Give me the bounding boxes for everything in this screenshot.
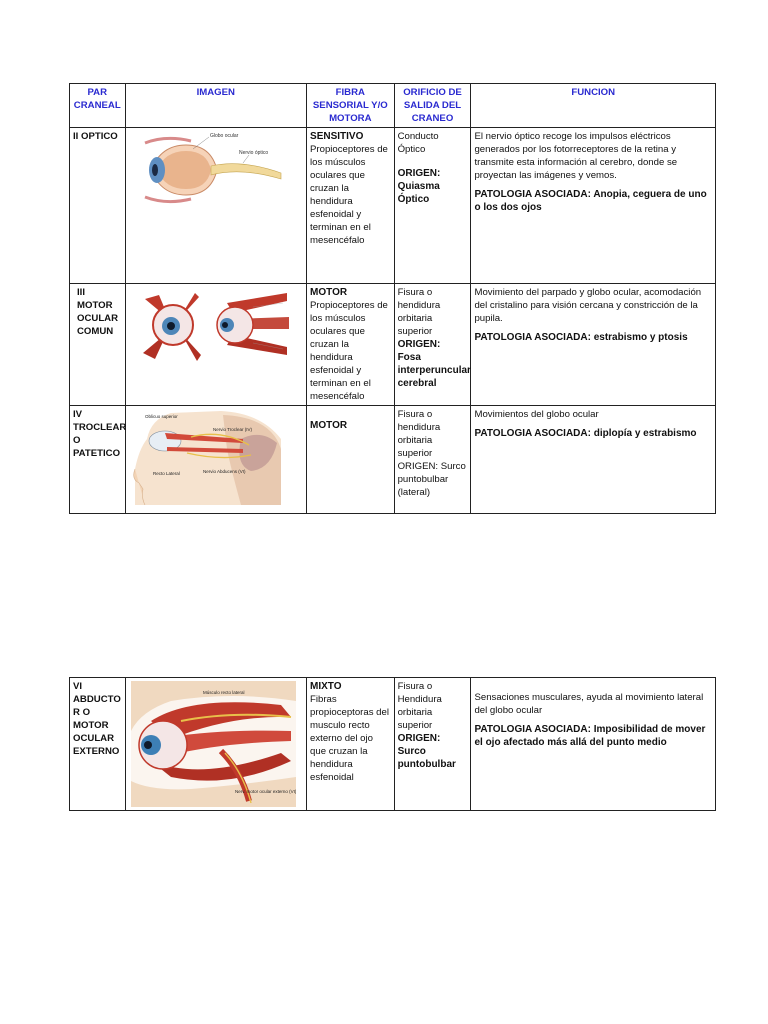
fibra-type: MOTOR <box>310 287 348 298</box>
header-imagen: IMAGEN <box>125 84 307 128</box>
image-label: Recto Lateral <box>152 471 180 476</box>
funcion-text: Sensaciones musculares, ayuda al movimiento lateral del globo ocular <box>474 692 704 716</box>
table-header-row <box>70 84 716 128</box>
funcion-cell <box>471 128 716 284</box>
image-label: Músculo recto lateral <box>202 690 245 695</box>
oculomotor-muscles-image <box>125 284 307 406</box>
funcion-text: Movimientos del globo ocular <box>474 409 599 420</box>
fibra-description: Propioceptores de los músculos oculares que cruzan la hendidura esfenoidal y terminan en el mesencéfalo <box>310 300 388 402</box>
fibra-cell <box>307 406 395 514</box>
cranial-nerves-table-continued <box>69 677 716 811</box>
par-name: VI ABDUCTO R O MOTOR OCULAR EXTERNO <box>70 678 126 811</box>
orificio-cell <box>394 406 471 514</box>
orificio-text: Fisura o Hendidura orbitaria superior <box>397 681 442 731</box>
orificio-cell <box>394 128 471 284</box>
fibra-type: MIXTO <box>310 681 342 692</box>
table-row <box>70 128 716 284</box>
header-par: PAR CRANEAL <box>70 84 126 128</box>
orificio-cell <box>394 678 471 811</box>
orificio-text: Fisura o hendidura orbitaria superior ORIGEN: Surco puntobulbar (lateral) <box>397 409 466 498</box>
origen-label: ORIGEN: <box>397 339 441 350</box>
patologia-text: PATOLOGIA ASOCIADA: estrabismo y ptosis <box>474 332 688 343</box>
image-label: Nervio Troclear (IV) <box>212 427 252 432</box>
header-orificio: ORIFICIO DE SALIDA DEL CRANEO <box>394 84 471 128</box>
table-row <box>70 284 716 406</box>
header-fibra: FIBRA SENSORIAL Y/O MOTORA <box>307 84 395 128</box>
orificio-text: Fisura o hendidura orbitaria superior <box>397 287 441 337</box>
image-label: Globo ocular <box>209 133 238 139</box>
origen-value: Fosa interperuncular cerebral <box>397 352 471 389</box>
image-label: Nervio Abducens (VI) <box>202 469 246 474</box>
cranial-nerves-table <box>69 83 716 514</box>
fibra-type: MOTOR <box>310 420 348 431</box>
patologia-text: PATOLOGIA ASOCIADA: diplopía y estrabismo <box>474 428 697 439</box>
fibra-description: Propioceptores de los músculos oculares que cruzan la hendidura esfenoidal y terminan en el mesencéfalo <box>310 144 388 246</box>
orificio-text: Conducto Óptico <box>397 131 439 155</box>
funcion-cell <box>471 406 716 514</box>
fibra-cell <box>307 678 395 811</box>
header-funcion: FUNCION <box>471 84 716 128</box>
funcion-text: Movimiento del parpado y globo ocular, acomodación del cristalino para visión cercana y constricción de la pupila. <box>474 287 702 324</box>
table-row <box>70 678 716 811</box>
image-label: Oblicuo superior <box>144 414 178 419</box>
patologia-text: PATOLOGIA ASOCIADA: Anopia, ceguera de uno o los dos ojos <box>474 189 707 213</box>
image-label: Nervio óptico <box>238 150 268 156</box>
origen-value: Surco puntobulbar <box>397 746 456 770</box>
fibra-description: Fibras propioceptoras del musculo recto externo del ojo que cruzan la hendidura esfenoidal <box>310 694 389 783</box>
trochlear-abducens-image <box>125 406 307 514</box>
funcion-cell <box>471 678 716 811</box>
abducens-nerve-image <box>125 678 307 811</box>
image-label: Nerv. motor ocular externo (VI) <box>234 789 296 794</box>
origen-label: ORIGEN: <box>397 733 441 744</box>
fibra-type: SENSITIVO <box>310 131 364 142</box>
par-name: IV TROCLEAR O PATETICO <box>70 406 126 514</box>
funcion-cell <box>471 284 716 406</box>
fibra-cell <box>307 284 395 406</box>
patologia-text: PATOLOGIA ASOCIADA: Imposibilidad de mover el ojo afectado más allá del punto medio <box>474 724 706 748</box>
fibra-cell <box>307 128 395 284</box>
par-name: II OPTICO <box>70 128 126 284</box>
orificio-cell <box>394 284 471 406</box>
table-row <box>70 406 716 514</box>
eye-optic-nerve-image <box>125 128 307 284</box>
funcion-text: El nervio óptico recoge los impulsos eléctricos generados por los fotorreceptores de la retina y transmite esta información al cerebro, donde se proyectan las imágenes y vemos. <box>474 131 678 181</box>
origen-value: Quiasma Óptico <box>397 181 440 205</box>
par-name: III MOTOR OCULAR COMUN <box>70 284 126 406</box>
origen-label: ORIGEN: <box>397 168 441 179</box>
